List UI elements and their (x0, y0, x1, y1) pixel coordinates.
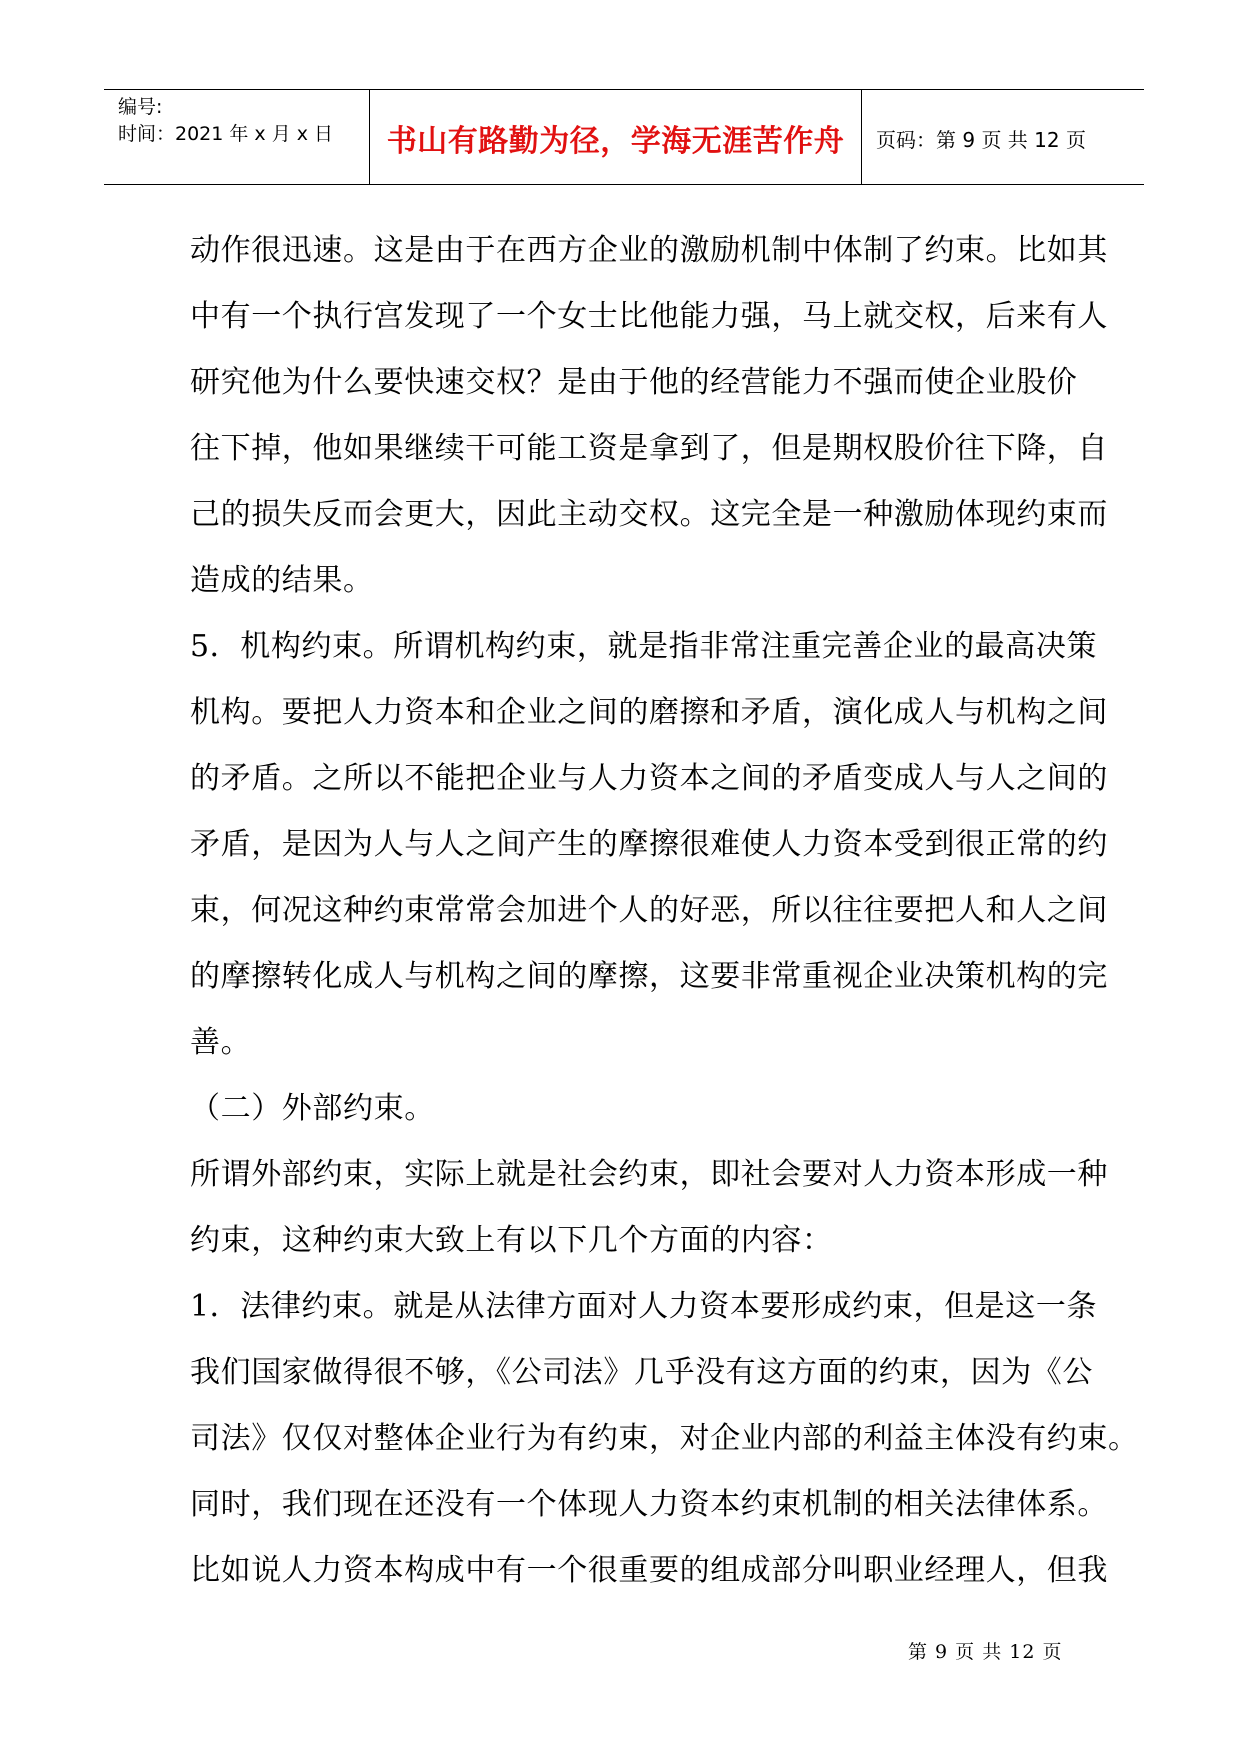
body-line: 己的损失反而会更大，因此主动交权。这完全是一种激励体现约束而 (190, 497, 1108, 532)
body-line: 动作很迅速。这是由于在西方企业的激励机制中体制了约束。比如其 (190, 233, 1108, 268)
header-page-info: 页码：第 9 页 共 12 页 (876, 128, 1086, 152)
body-line: 中有一个执行宫发现了一个女士比他能力强，马上就交权，后来有人 (190, 299, 1108, 334)
body-line: 束，何况这种约束常常会加进个人的好恶，所以往往要把人和人之间 (190, 893, 1108, 928)
body-line: 往下掉，他如果继续干可能工资是拿到了，但是期权股价往下降，自 (190, 431, 1108, 466)
document-number-label: 编号: (118, 96, 163, 118)
page-header (104, 89, 1144, 185)
body-line: 机构。要把人力资本和企业之间的磨擦和矛盾，演化成人与机构之间 (190, 695, 1108, 730)
body-line: 造成的结果。 (190, 563, 374, 598)
body-line: 1．法律约束。就是从法律方面对人力资本要形成约束，但是这一条 (190, 1289, 1098, 1324)
body-line: 比如说人力资本构成中有一个很重要的组成部分叫职业经理人，但我 (190, 1553, 1108, 1588)
body-line: 研究他为什么要快速交权？是由于他的经营能力不强而使企业股价 (190, 365, 1078, 400)
body-line: 同时，我们现在还没有一个体现人力资本约束机制的相关法律体系。 (190, 1487, 1108, 1522)
body-line: 的矛盾。之所以不能把企业与人力资本之间的矛盾变成人与人之间的 (190, 761, 1108, 796)
header-divider-right (861, 90, 862, 184)
body-line: 矛盾，是因为人与人之间产生的摩擦很难使人力资本受到很正常的约 (190, 827, 1108, 862)
document-body (190, 218, 1139, 1604)
body-line: 善。 (190, 1025, 252, 1060)
body-line: 的摩擦转化成人与机构之间的摩擦，这要非常重视企业决策机构的完 (190, 959, 1108, 994)
body-line: 司法》仅仅对整体企业行为有约束，对企业内部的利益主体没有约束。 (190, 1421, 1139, 1456)
body-line: 所谓外部约束，实际上就是社会约束，即社会要对人力资本形成一种 (190, 1157, 1108, 1192)
document-time-label: 时间：2021 年 x 月 x 日 (118, 123, 334, 145)
header-left-cell (118, 94, 333, 148)
page-footer: 第 9 页 共 12 页 (908, 1641, 1063, 1663)
body-line: 我们国家做得很不够，《公司法》几乎没有这方面的约束，因为《公 (190, 1355, 1093, 1390)
body-line: 约束，这种约束大致上有以下几个方面的内容： (190, 1223, 833, 1258)
header-motto: 书山有路勤为径，学海无涯苦作舟 (386, 124, 845, 159)
body-line: 5．机构约束。所谓机构约束，就是指非常注重完善企业的最高决策 (190, 629, 1098, 664)
body-line: （二）外部约束。 (190, 1091, 435, 1126)
